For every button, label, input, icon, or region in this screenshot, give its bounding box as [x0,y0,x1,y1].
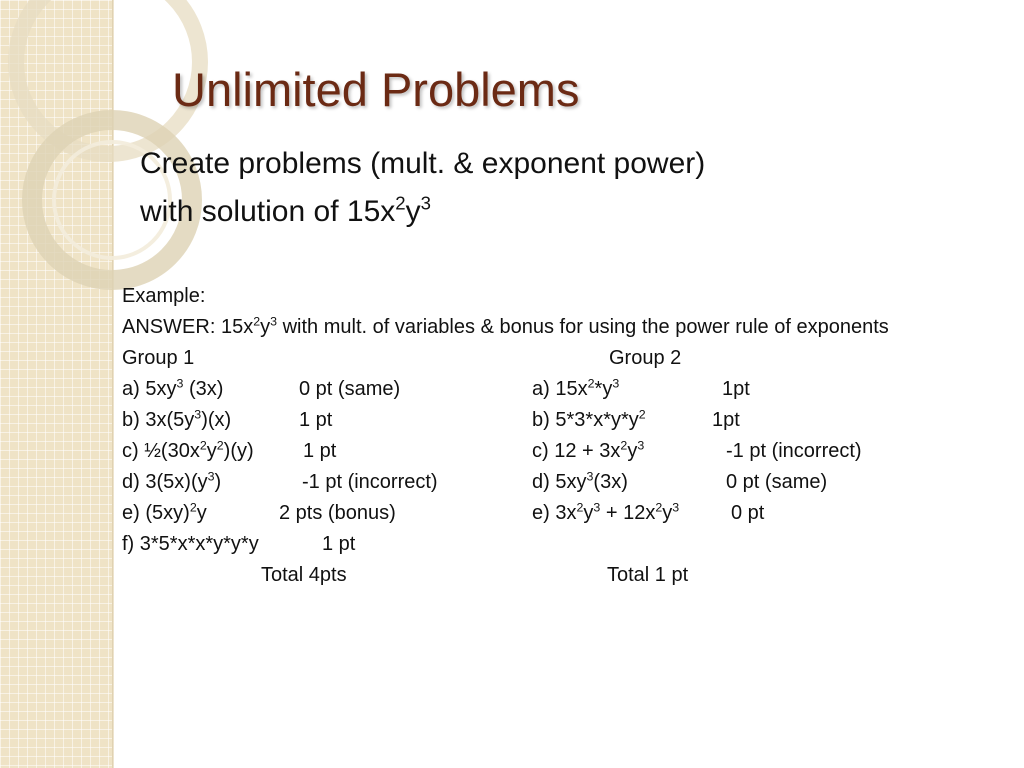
group2-expr: e) $3x^2y^3 + 12x^2y^3$ [532,500,680,524]
subtitle-line-1: Create problems (mult. & exponent power) [140,147,706,180]
group2-expr: c) $12 + 3x^2y^3$ [532,438,645,462]
group2-score: 1pt [712,409,740,431]
group1-expr: d) $3(5x)(y^3)$ [122,469,222,493]
problem-row [122,529,1002,560]
group1-total: Total 4pts [261,564,347,586]
group2-score: 1pt [722,378,750,400]
group1-score: 0 pt (same) [299,378,401,400]
group1-score: 1 pt [322,533,356,555]
group2-expr: d) $5xy^3(3x)$ [532,469,628,493]
group2-total: Total 1 pt [607,564,689,586]
group2-header: Group 2 [609,347,682,369]
example-label: Example: [122,285,206,307]
group-headers-row [122,343,1002,374]
group1-expr: e) $(5xy)^2y$ [122,500,207,524]
group1-header: Group 1 [122,347,195,369]
group2-expr: b) $5*3*x*y*y^2$ [532,407,646,431]
answer-text: ANSWER: $15x^2y^3$ with mult. of variables & bonus for using the power rule of exponents [122,314,889,338]
group2-score: 0 pt [731,502,765,524]
problem-row [122,436,1002,467]
group1-expr: b) $3x(5y^3)(x)$ [122,407,232,431]
slide-body [122,281,1002,591]
group2-score: 0 pt (same) [726,471,828,493]
problem-row [122,374,1002,405]
group1-expr: f) 3*5*x*x*y*y*y [122,533,259,555]
slide-subtitle [140,140,705,236]
subtitle-line-2: with solution of $15x^2y^3$ [140,192,431,228]
group1-score: 1 pt [303,440,337,462]
group1-score: 1 pt [299,409,333,431]
problem-row [122,467,1002,498]
group1-score: 2 pts (bonus) [279,502,396,524]
group1-expr: a) $5xy^3$ (3x) [122,376,224,400]
slide-title: Unlimited Problems [172,63,580,116]
group2-score: -1 pt (incorrect) [726,440,862,462]
group1-expr: c) $\frac{1}{2}(30x^2y^2)(y)$ [122,438,254,462]
totals-row [122,560,1002,591]
group1-score: -1 pt (incorrect) [302,471,438,493]
problem-row [122,498,1002,529]
problem-row [122,405,1002,436]
group2-expr: a) $15x^2*y^3$ [532,376,620,400]
